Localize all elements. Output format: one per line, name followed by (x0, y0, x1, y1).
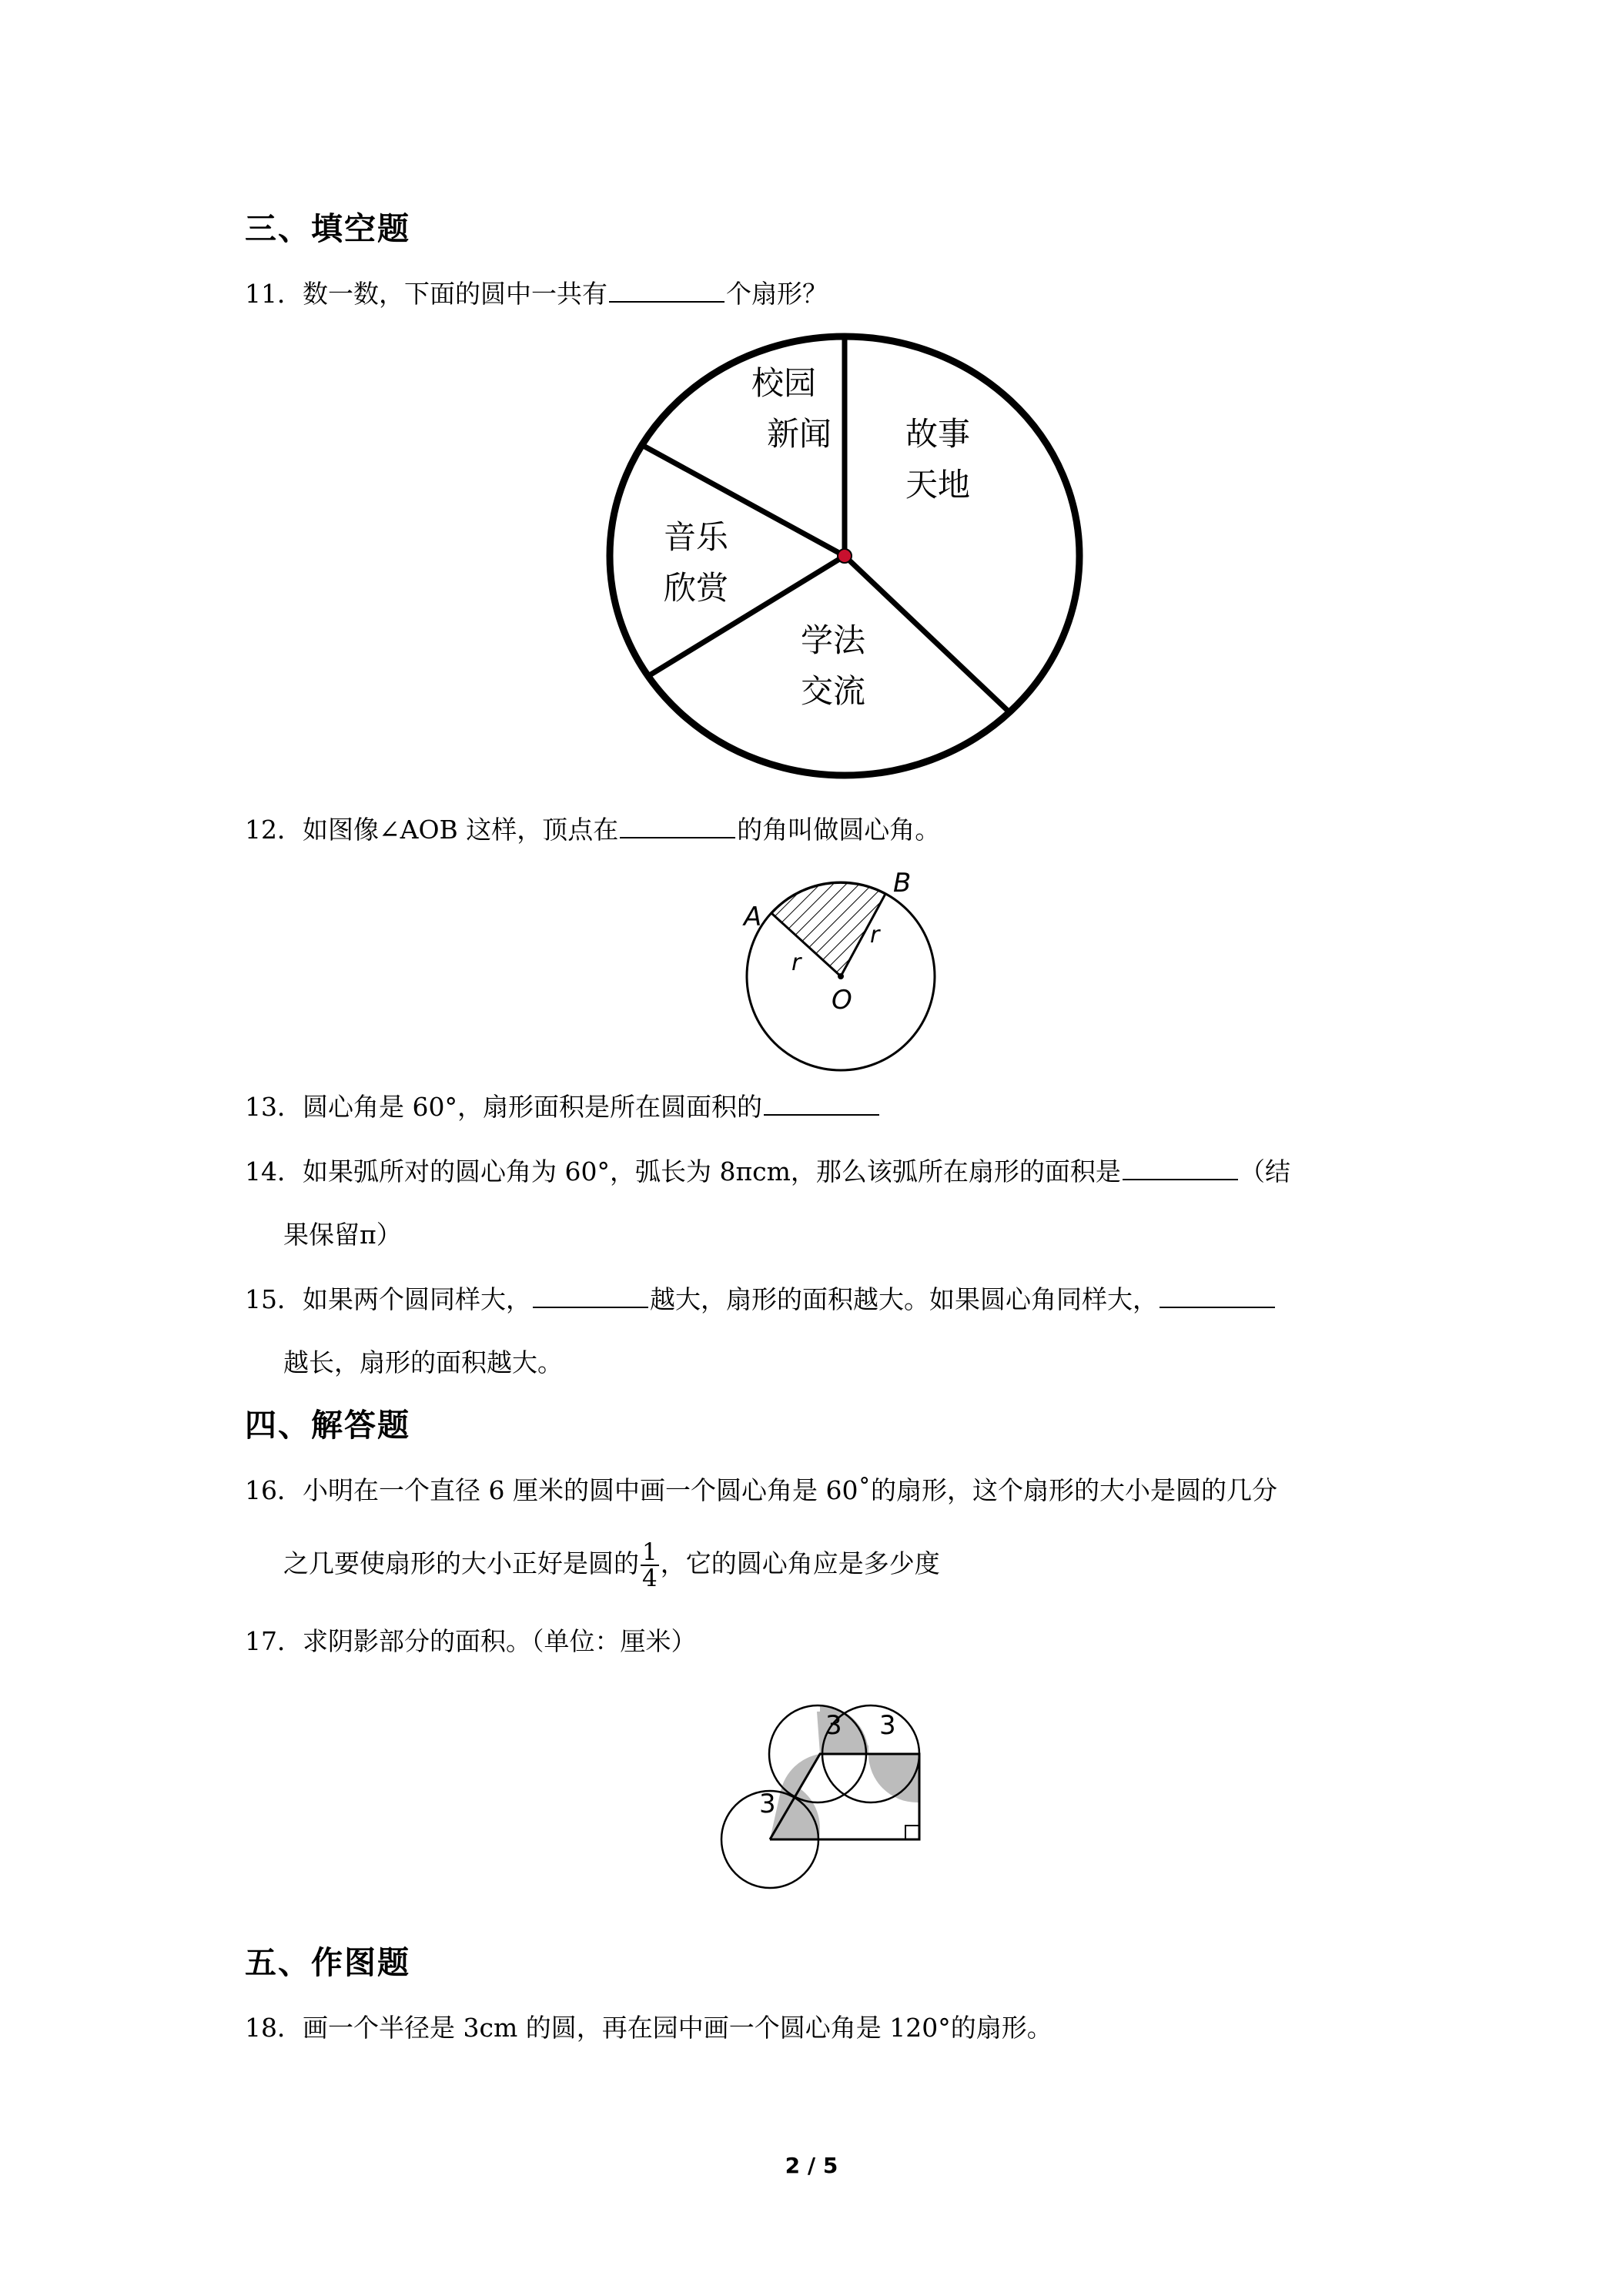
fraction-numerator: 1 (642, 1538, 658, 1566)
fraction-denominator: 4 (642, 1565, 658, 1592)
center-o-label: O (832, 985, 852, 1016)
question-number: 14． (245, 1156, 303, 1186)
question-text-end: 的角叫做圆心角。 (737, 815, 941, 845)
section-heading-drawing: 五、作图题 (245, 1944, 410, 1981)
question-number: 16． (245, 1475, 303, 1505)
shaded-area-figure (708, 1686, 986, 1917)
question-text: 如果两个圆同样大， (303, 1284, 531, 1314)
question-text-end: （结 (1239, 1156, 1290, 1186)
question-number: 15． (245, 1284, 303, 1314)
length-label: 3 (759, 1789, 776, 1819)
question-text-mid: 越大，扇形的面积越大。如果圆心角同样大， (650, 1284, 1158, 1314)
answer-blank[interactable] (533, 1284, 648, 1308)
question-text: 圆心角是 60°，扇形面积是所在圆面积的 (303, 1092, 762, 1122)
point-b-label: B (893, 868, 912, 899)
question-text-end: 个扇形？ (726, 279, 828, 309)
radius-label: r (791, 949, 801, 976)
question-13 (245, 1090, 881, 1124)
question-16 (245, 1474, 1277, 1508)
question-12 (245, 813, 940, 847)
page-number: 2 / 5 (785, 2153, 838, 2178)
sector-label-line2: 天地 (905, 466, 971, 504)
question-number: 12． (245, 815, 303, 845)
question-15 (245, 1283, 1277, 1317)
fraction (641, 1540, 659, 1591)
question-text: 画一个半径是 3cm 的圆，再在园中画一个圆心角是 120°的扇形。 (303, 2013, 1052, 2043)
question-text: 如图像∠AOB 这样，顶点在 (303, 815, 619, 845)
answer-blank[interactable] (620, 814, 735, 838)
question-number: 17． (245, 1626, 303, 1656)
section-heading-solve: 四、解答题 (245, 1407, 410, 1444)
central-angle-figure (724, 862, 970, 1078)
sector-label-line1: 音乐 (663, 518, 729, 556)
question-17 (245, 1625, 697, 1658)
sector-label-line1: 故事 (905, 415, 971, 453)
question-text: 小明在一个直径 6 厘米的圆中画一个圆心角是 60˚的扇形，这个扇形的大小是圆的几分 (303, 1475, 1277, 1505)
question-number: 18． (245, 2013, 303, 2043)
question-16-line2 (283, 1540, 940, 1591)
question-15-line2: 越长，扇形的面积越大。 (283, 1347, 563, 1377)
question-number: 13． (245, 1092, 303, 1122)
sector-label-line2: 新闻 (766, 415, 832, 453)
point-a-label: A (744, 902, 762, 932)
length-label: 3 (879, 1710, 896, 1741)
question-14 (245, 1155, 1290, 1189)
answer-blank[interactable] (1160, 1284, 1275, 1308)
sector-label-line2: 欣赏 (663, 569, 729, 607)
question-11 (245, 277, 828, 311)
sector-label-line2: 交流 (800, 672, 866, 710)
question-14-line2: 果保留π） (283, 1220, 402, 1250)
answer-blank[interactable] (609, 278, 724, 303)
answer-blank[interactable] (764, 1091, 879, 1116)
sector-label-line1: 校园 (751, 364, 817, 402)
question-text: 如果弧所对的圆心角为 60°，弧长为 8πcm，那么该弧所在扇形的面积是 (303, 1156, 1121, 1186)
question-number: 11． (245, 279, 303, 309)
sector-label-line1: 学法 (800, 621, 866, 659)
question-text: 之几要使扇形的大小正好是圆的 (283, 1548, 639, 1578)
question-text-end: ，它的圆心角应是多少度 (660, 1548, 940, 1578)
radius-label: r (870, 922, 880, 949)
question-18 (245, 2011, 1052, 2045)
question-text: 求阴影部分的面积。（单位：厘米） (303, 1626, 697, 1656)
length-label: 3 (825, 1710, 842, 1741)
pie-sectors-figure (601, 331, 1109, 793)
section-heading-fill-in: 三、填空题 (245, 210, 410, 247)
answer-blank[interactable] (1123, 1156, 1238, 1180)
question-text: 数一数，下面的圆中一共有 (303, 279, 607, 309)
